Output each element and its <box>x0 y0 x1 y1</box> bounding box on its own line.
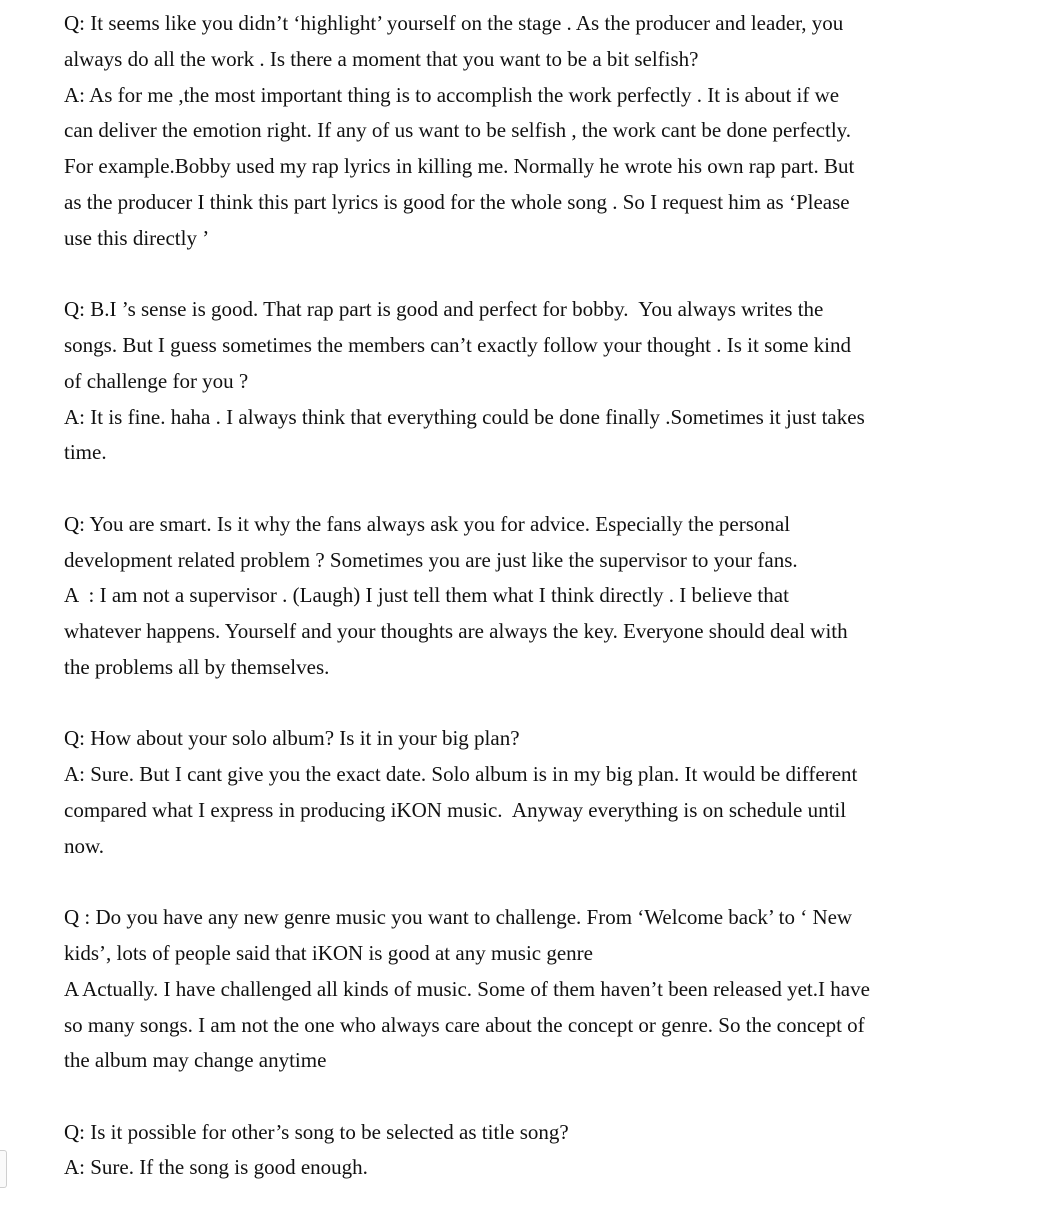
question-line: of challenge for you ? <box>64 368 249 393</box>
qa-block-title-song <box>64 1115 1044 1187</box>
page-edge-tab <box>0 1150 7 1188</box>
answer-line: whatever happens. Yourself and your thoughts are always the key. Everyone should deal with <box>64 619 848 644</box>
qa-block-highlight <box>64 6 1044 257</box>
qa-block-genre <box>64 900 1044 1079</box>
question-line: Q: How about your solo album? Is it in your big plan? <box>64 726 520 751</box>
answer-line: A Actually. I have challenged all kinds of music. Some of them haven’t been released yet.I have <box>64 976 870 1001</box>
answer-line: now. <box>64 833 105 858</box>
question-line: kids’, lots of people said that iKON is good at any music genre <box>64 940 593 965</box>
answer-line: A: Sure. If the song is good enough. <box>64 1155 368 1180</box>
answer-line: compared what I express in producing iKON music. Anyway everything is on schedule until <box>64 797 847 822</box>
qa-block-sense <box>64 292 1044 471</box>
qa-block-solo-album <box>64 721 1044 864</box>
question-line: Q: It seems like you didn’t ‘highlight’ yourself on the stage . As the producer and leader, you <box>64 11 844 35</box>
answer-line: A: As for me ,the most important thing is to accomplish the work perfectly . It is about if we <box>64 82 840 107</box>
answer-line: time. <box>64 440 107 465</box>
question-line: songs. But I guess sometimes the members can’t exactly follow your thought . Is it some kind <box>64 332 852 357</box>
question-line: development related problem ? Sometimes you are just like the supervisor to your fans. <box>64 547 798 572</box>
answer-line: A: It is fine. haha . I always think that everything could be done finally .Sometimes it just takes <box>64 404 865 429</box>
answer-line: For example.Bobby used my rap lyrics in killing me. Normally he wrote his own rap part. But <box>64 154 855 179</box>
question-line: Q: You are smart. Is it why the fans always ask you for advice. Especially the personal <box>64 511 791 536</box>
question-line: Q: B.I ’s sense is good. That rap part is good and perfect for bobby. You always writes the <box>64 297 824 322</box>
question-line: always do all the work . Is there a moment that you want to be a bit selfish? <box>64 46 699 71</box>
answer-line: use this directly ’ <box>64 225 210 250</box>
answer-line: A : I am not a supervisor . (Laugh) I just tell them what I think directly . I believe that <box>64 583 789 608</box>
answer-line: A: Sure. But I cant give you the exact date. Solo album is in my big plan. It would be different <box>64 762 858 787</box>
answer-line: the album may change anytime <box>64 1048 327 1073</box>
question-line: Q: Is it possible for other’s song to be selected as title song? <box>64 1119 569 1144</box>
qa-block-smart <box>64 507 1044 686</box>
answer-line: so many songs. I am not the one who always care about the concept or genre. So the concept of <box>64 1012 865 1037</box>
interview-document <box>64 6 1044 1222</box>
question-line[interactable]: Q : Do you have any new genre music you want to challenge. From ‘Welcome back’ to ‘ New <box>64 905 853 930</box>
answer-line: can deliver the emotion right. If any of us want to be selfish , the work cant be done perfectly. <box>64 118 852 143</box>
answer-line: as the producer I think this part lyrics is good for the whole song . So I request him as ‘Please <box>64 189 850 214</box>
answer-line: the problems all by themselves. <box>64 654 330 679</box>
